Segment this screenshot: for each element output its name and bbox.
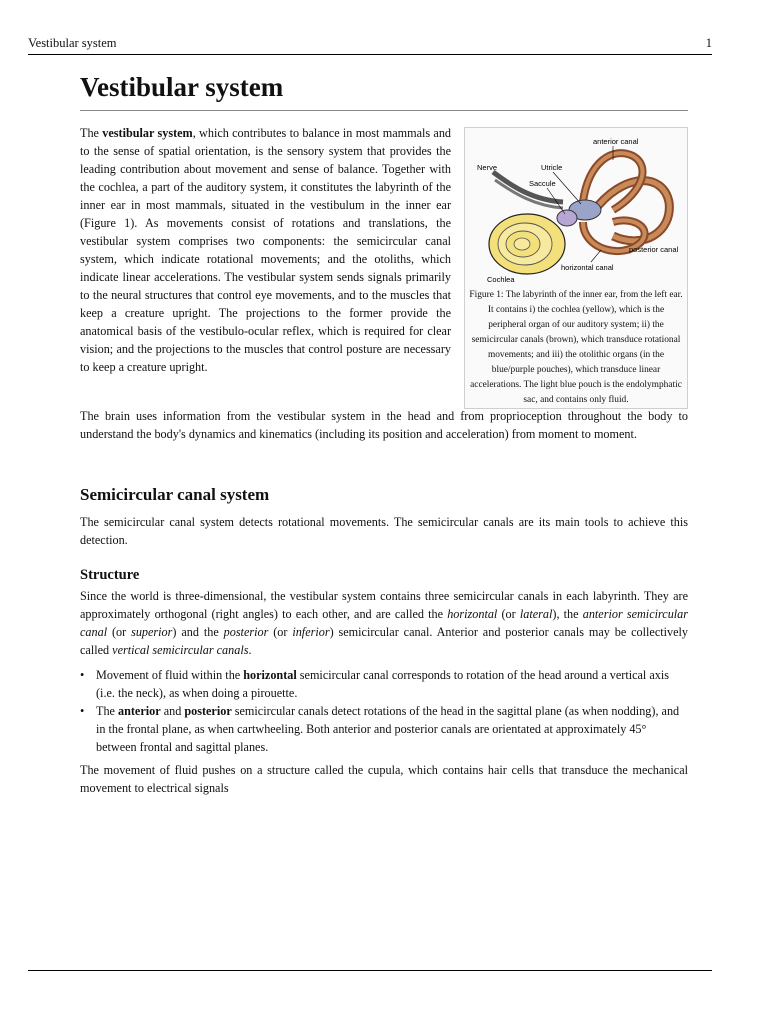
saccule-shape	[557, 210, 577, 226]
running-header	[28, 36, 712, 55]
term-anterior-scc: anterior semicircular canal	[80, 607, 689, 639]
label-horizontal-canal: horizontal canal	[561, 263, 614, 272]
figure-caption: Figure 1: The labyrinth of the inner ear, from the left ear. It contains i) the cochlea (yellow), which is the peripheral organ of our auditory system; ii) the semicircular canals (brown), which transduce rotational movements; and iii) the otolithic organs (in the blue/purple pouches), which transduce linear accelerations. The light blue pouch is the endolymphatic sac, and contains only fluid.	[469, 290, 683, 405]
term-vertical: vertical semicircular canals	[112, 643, 249, 657]
structure-text: ) semicircular canal. Anterior and posterior canals may be collectively called	[80, 625, 688, 657]
bullet-text: semicircular canals detect rotations of the head in the sagittal plane (as when nodding), and in the frontal plane, as when cartwheeling. Both anterior and posterior canals are orientated at approximately 45° between frontal and sagittal planes.	[96, 704, 680, 754]
structure-text: (or	[497, 607, 520, 621]
intro-bold-term: vestibular system	[102, 126, 193, 140]
list-item	[80, 702, 688, 756]
structure-text: Since the world is three-dimensional, the vestibular system contains three semicircular canals in each labyrinth. They are approximately orthogonal (right angles) to each other, and are called the	[80, 589, 688, 621]
footer-rule	[28, 970, 712, 971]
bullet-marker: •	[80, 668, 85, 682]
label-cochlea: Cochlea	[487, 275, 515, 284]
page-title: Vestibular system	[80, 70, 688, 111]
label-anterior-canal: anterior canal	[593, 137, 639, 146]
bullet-marker: •	[80, 704, 85, 718]
inner-ear-diagram	[473, 132, 679, 284]
label-saccule: Saccule	[529, 179, 556, 188]
figure-inner-ear	[464, 127, 688, 409]
structure-text: ) and the	[172, 625, 224, 639]
term-posterior: posterior	[223, 625, 269, 639]
list-item	[80, 666, 688, 702]
label-posterior-canal: posterior canal	[629, 245, 679, 254]
term-superior: superior	[131, 625, 173, 639]
label-nerve: Nerve	[477, 163, 498, 172]
bullet-text: The	[96, 704, 118, 718]
intro-lead: The	[80, 126, 103, 140]
structure-paragraph	[80, 587, 688, 659]
intro-paragraph	[80, 124, 451, 376]
bullet-text: and	[160, 704, 185, 718]
label-utricle: Utricle	[541, 163, 563, 172]
bullet-text: semicircular canal corresponds to rotation of the head around a vertical axis (i.e. the neck), as when doing a pirouette.	[96, 668, 669, 700]
cochlea-shape	[489, 214, 565, 274]
structure-text: ), the	[552, 607, 583, 621]
semicircular-paragraph: The semicircular canal system detects rotational movements. The semicircular canals are its main tools to achieve this detection.	[80, 515, 688, 547]
bullet-text: Movement of fluid within the	[96, 668, 244, 682]
bullet-bold: anterior	[118, 704, 161, 718]
canal-bullet-list	[80, 666, 688, 756]
intro-text: , which contributes to balance in most mammals and to the sense of spatial orientation, is the sensory system that provides the leading contribution about movement and sense of balance. Together with the cochlea, a part of the auditory system, it constitutes the labyrinth of the inner ear in most mammals, situated in the vestibulum in the inner ear (Figure 1). As movements consist of rotations and translations, the vestibular system comprises two components: the semicircular canal system, which indicate rotational movements; and the otoliths, which indicate linear accelerations. The vestibular system sends signals primarily to the neural structures that control eye movements, and to the muscles that keep a creature upright. The projections to the former provide the anatomical basis of the vestibulo-ocular reflex, which is required for clear vision; and the projections to the muscles that control posture are necessary to keep a creature upright.	[80, 126, 452, 374]
structure-text: (or	[107, 625, 132, 639]
bullet-bold: horizontal	[243, 668, 297, 682]
brain-paragraph: The brain uses information from the vestibular system in the head and from proprioception throughout the body to understand the body's dynamics and kinematics (including its position and acceleration) from moment to moment.	[80, 409, 688, 441]
structure-text: .	[248, 643, 252, 657]
term-horizontal: horizontal	[447, 607, 498, 621]
term-lateral: lateral	[519, 607, 553, 621]
section-heading-structure: Structure	[80, 567, 140, 583]
page-number: 1	[705, 36, 712, 50]
cupula-paragraph: The movement of fluid pushes on a structure called the cupula, which contains hair cells that transduce the mechanical movement to electrical signals	[80, 763, 688, 795]
term-inferior: inferior	[292, 625, 330, 639]
running-title: Vestibular system	[28, 36, 117, 50]
bullet-bold: posterior	[184, 704, 232, 718]
section-heading-semicircular: Semicircular canal system	[80, 485, 270, 504]
structure-text: (or	[268, 625, 293, 639]
nerve-shape	[493, 172, 563, 208]
